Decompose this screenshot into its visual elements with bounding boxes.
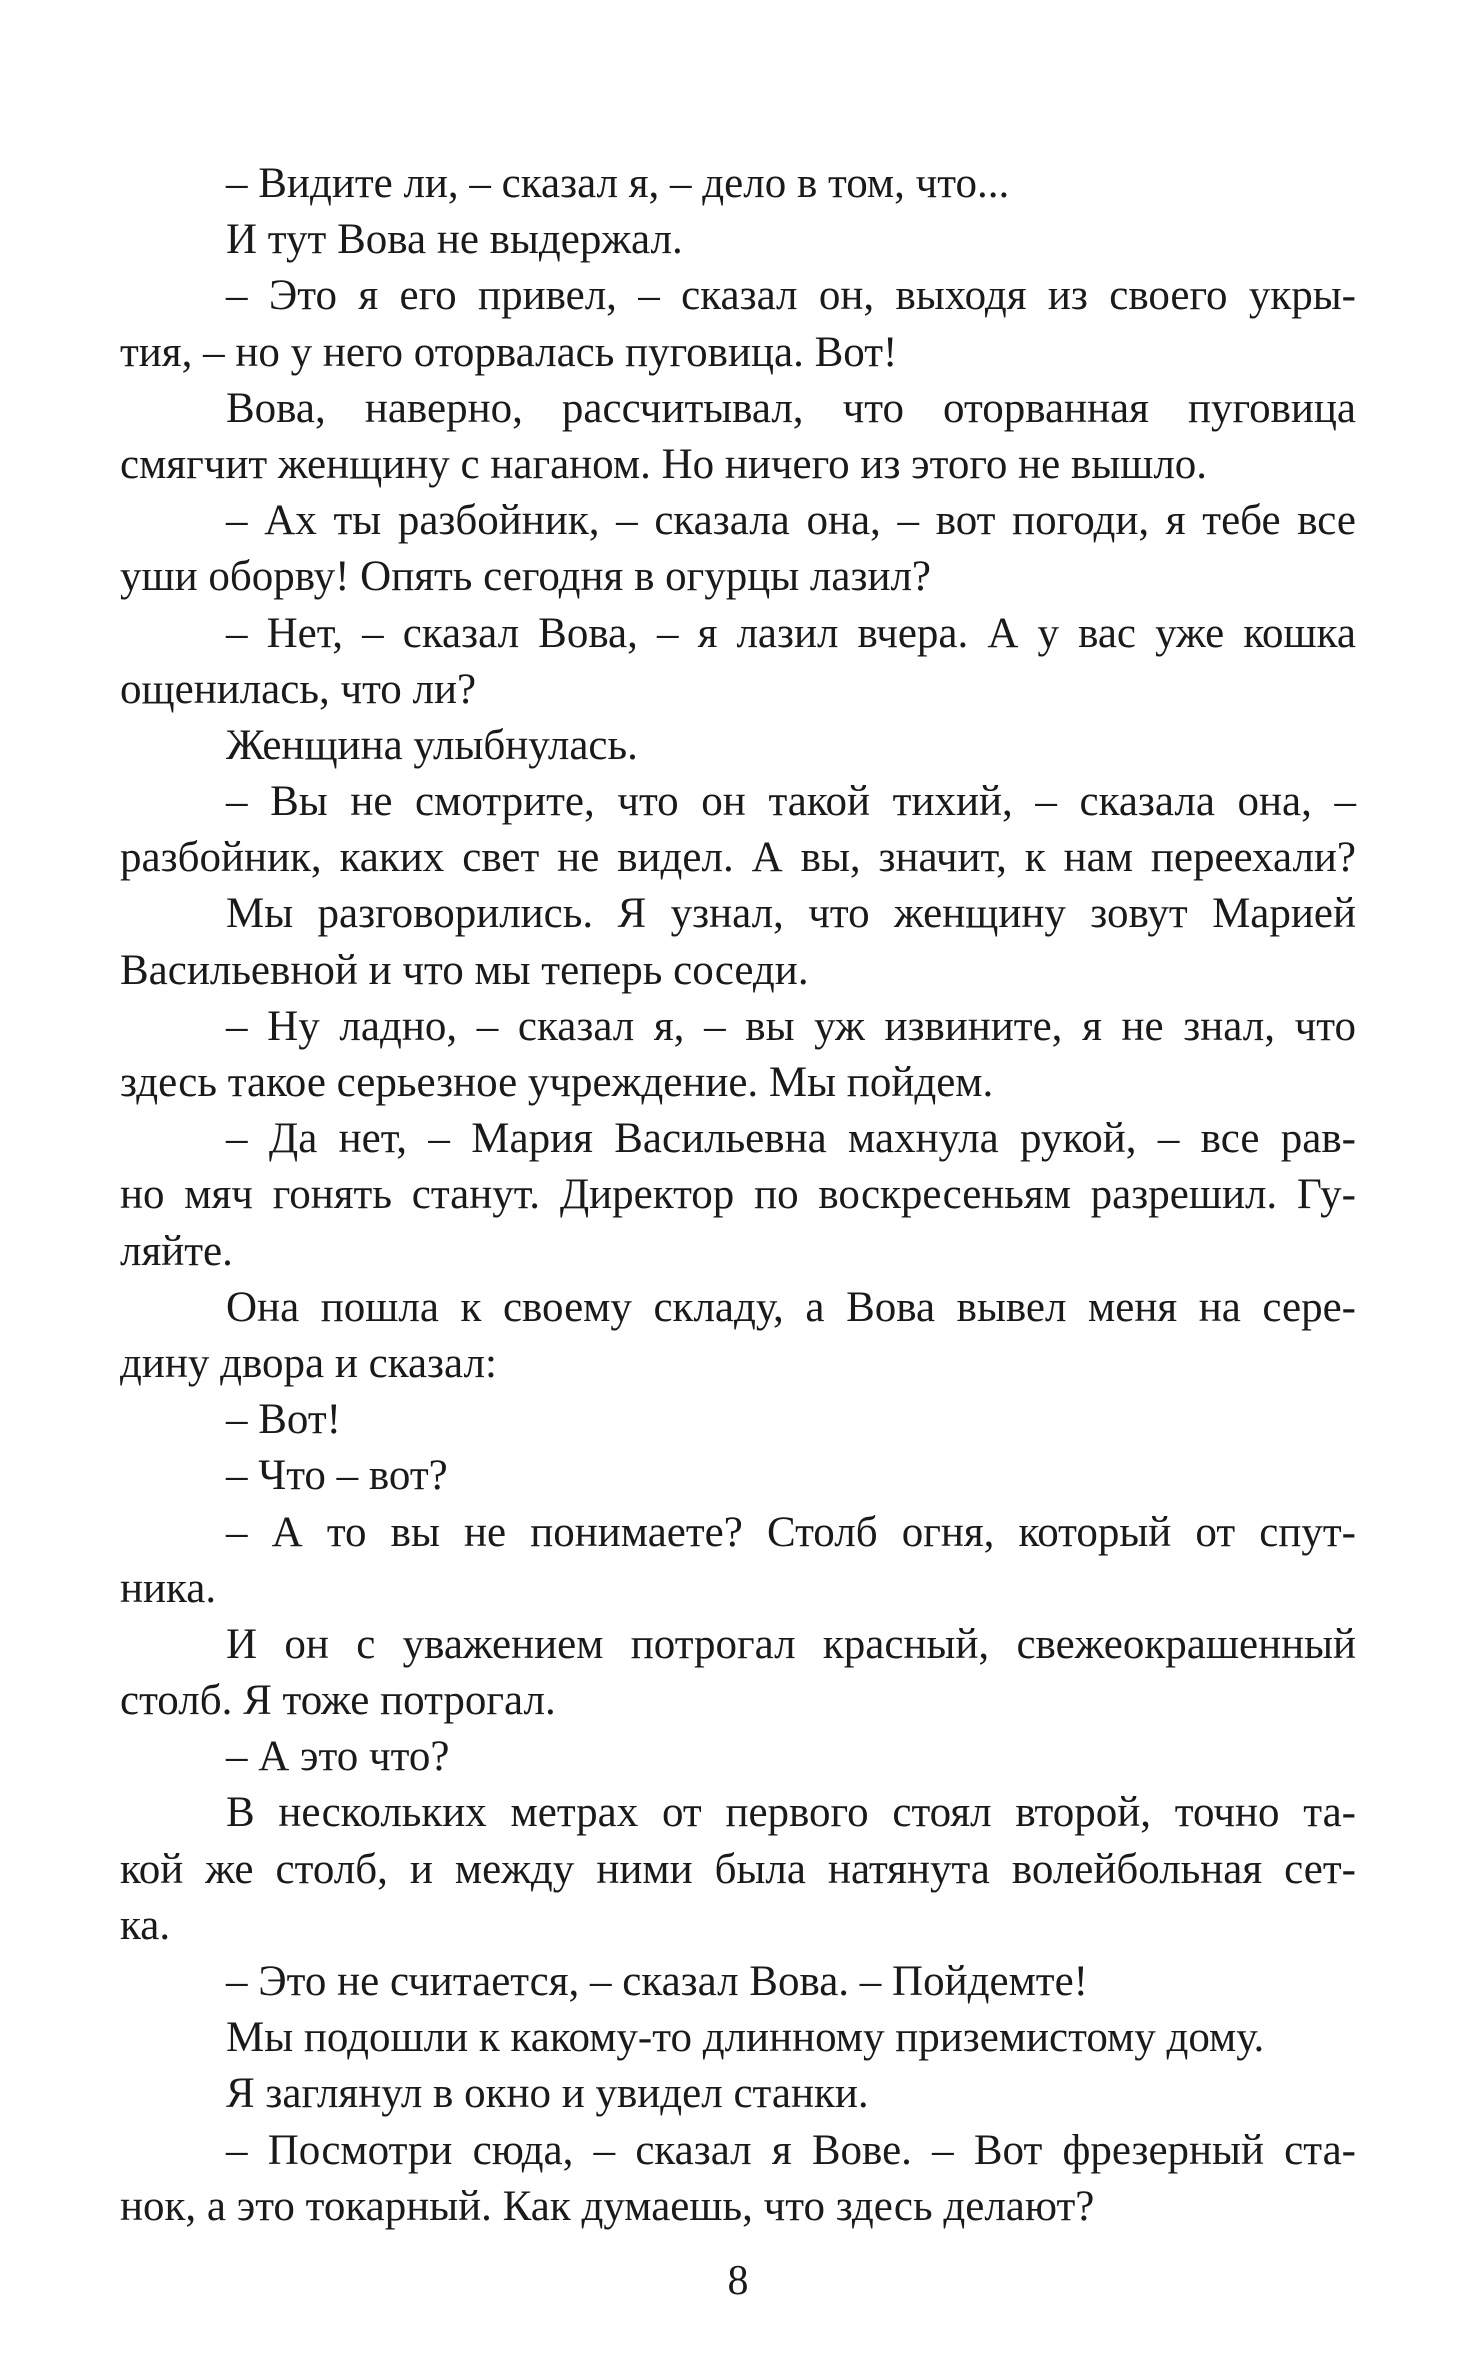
text-line: – Вот!: [226, 1396, 341, 1444]
text-line: нок, а это токарный. Как думаешь, что здесь делают?: [120, 2182, 1095, 2230]
text-line: – Это я его привел, – сказал он, выходя из своего укры-: [226, 272, 1356, 320]
text-line: ощенилась, что ли?: [120, 665, 477, 713]
text-line: дину двора и сказал:: [120, 1339, 497, 1387]
text-line: – Нет, – сказал Вова, – я лазил вчера. А у вас уже кошка: [226, 609, 1356, 657]
text-line: ляйте.: [120, 1227, 233, 1275]
text-line: смягчит женщину с наганом. Но ничего из этого не вышло.: [120, 440, 1208, 488]
text-line: Мы разговорились. Я узнал, что женщину зовут Марией: [226, 890, 1356, 938]
text-line: Я заглянул в окно и увидел станки.: [226, 2070, 869, 2118]
text-line: Вова, наверно, рассчитывал, что оторванная пуговица: [226, 384, 1356, 432]
text-line: но мяч гонять станут. Директор по воскресеньям разрешил. Гу-: [120, 1171, 1356, 1219]
text-line: – Да нет, – Мария Васильевна махнула рукой, – все рав-: [226, 1115, 1356, 1163]
text-line: – Это не считается, – сказал Вова. – Пойдемте!: [226, 1958, 1088, 2005]
text-line: здесь такое серьезное учреждение. Мы пойдем.: [120, 1059, 994, 1106]
text-line: – Видите ли, – сказал я, – дело в том, что...: [226, 160, 1010, 207]
text-line: столб. Я тоже потрогал.: [120, 1677, 556, 1725]
text-line: уши оборву! Опять сегодня в огурцы лазил?: [120, 553, 932, 601]
text-line: И он с уважением потрогал красный, свежеокрашенный: [226, 1620, 1356, 1668]
text-line: – Что – вот?: [226, 1452, 448, 1500]
text-line: ка.: [120, 1901, 171, 1949]
text-line: – Ну ладно, – сказал я, – вы уж извините, я не знал, что: [226, 1002, 1356, 1050]
text-line: – Посмотри сюда, – сказал я Вове. – Вот фрезерный ста-: [226, 2126, 1356, 2174]
text-line: И тут Вова не выдержал.: [226, 216, 683, 264]
text-line: Женщина улыбнулась.: [226, 721, 638, 769]
text-line: тия, – но у него оторвалась пуговица. Вот!: [120, 328, 898, 376]
text-line: Мы подошли к какому-то длинному приземистому дому.: [226, 2014, 1265, 2062]
text-line: – А это что?: [226, 1733, 450, 1781]
text-line: – Ах ты разбойник, – сказала она, – вот погоди, я тебе все: [226, 497, 1356, 545]
text-line: – А то вы не понимаете? Столб огня, который от спут-: [226, 1508, 1356, 1556]
page-number: 8: [727, 2258, 749, 2304]
text-line: В нескольких метрах от первого стоял второй, точно та-: [226, 1789, 1356, 1837]
text-line: разбойник, каких свет не видел. А вы, значит, к нам переехали?: [120, 834, 1356, 882]
text-line: кой же столб, и между ними была натянута волейбольная сет-: [120, 1845, 1356, 1893]
text-line: ника.: [120, 1564, 217, 1612]
page-text: [120, 156, 1356, 2235]
text-line: Она пошла к своему складу, а Вова вывел меня на сере-: [226, 1283, 1356, 1331]
text-line: – Вы не смотрите, что он такой тихий, – сказала она, –: [226, 778, 1356, 826]
text-line: Васильевной и что мы теперь соседи.: [120, 946, 809, 994]
